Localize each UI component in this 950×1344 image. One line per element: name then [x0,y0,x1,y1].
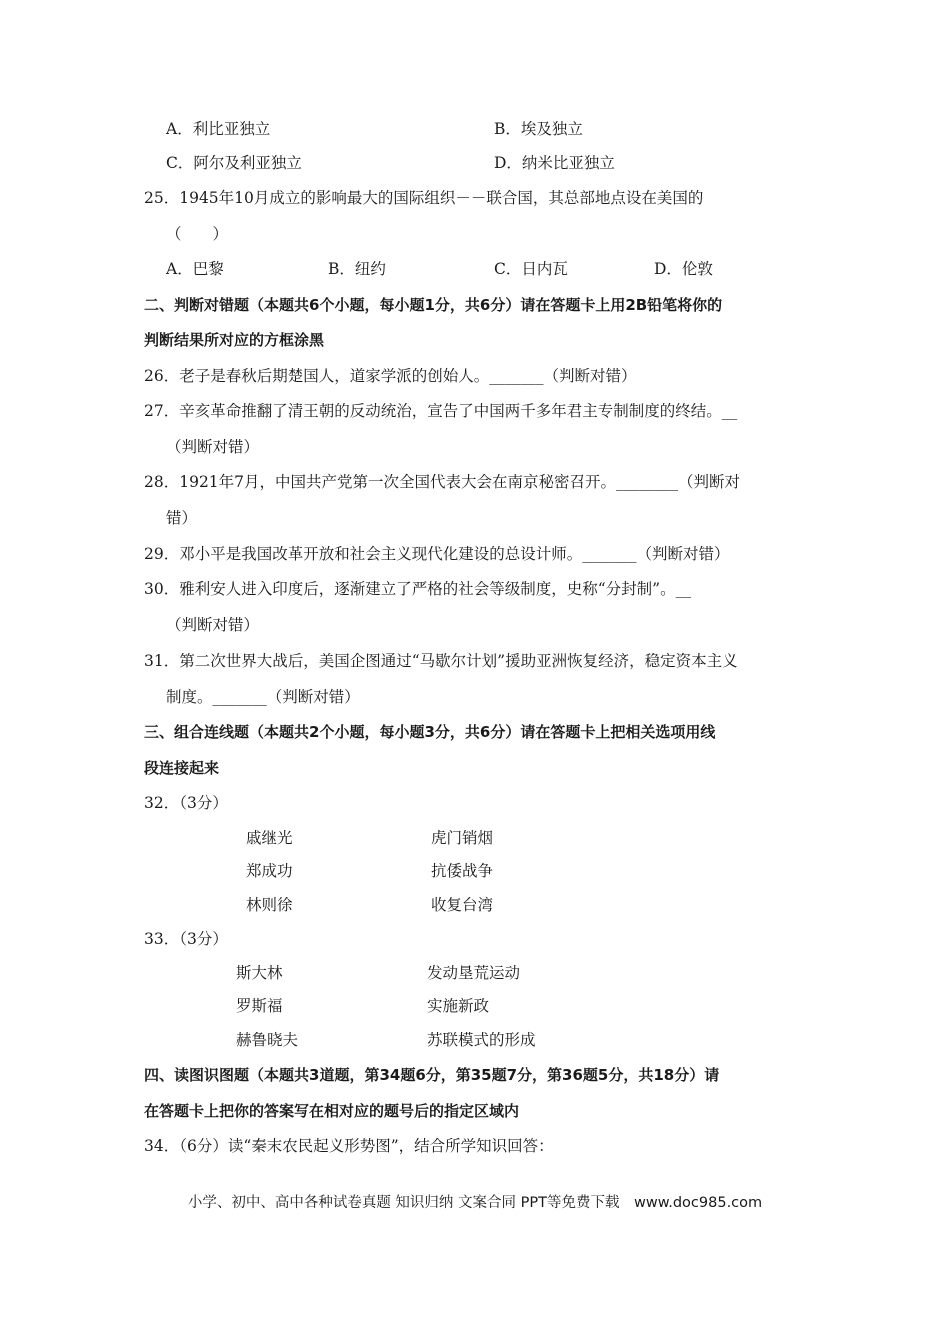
q27-cont: （判断对错） [166,438,260,456]
q24-option-c: C．阿尔及利亚独立 [166,154,302,172]
section3-heading: 三、组合连线题（本题共2个小题，每小题3分，共6分）请在答题卡上把相关选项用线 [144,723,716,741]
q32-left-item: 戚继光 [246,829,293,847]
q25-stem: 25．1945年10月成立的影响最大的国际组织－－联合国，其总部地点设在美国的 [144,189,704,207]
q27: 27．辛亥革命推翻了清王朝的反动统治，宣告了中国两千多年君主专制制度的终结。__ [144,402,738,420]
q24-option-a: A．利比亚独立 [166,120,271,138]
q25-option-d: D．伦敦 [654,260,713,278]
q33-right-item: 苏联模式的形成 [427,1031,536,1049]
q30: 30．雅利安人进入印度后，逐渐建立了严格的社会等级制度，史称“分封制”。__ [144,580,692,598]
q33-left-item: 斯大林 [236,964,283,982]
q32-label: 32．（3分） [144,794,228,812]
section3-heading-cont: 段连接起来 [144,759,220,777]
section2-heading: 二、判断对错题（本题共6个小题，每小题1分，共6分）请在答题卡上用2B铅笔将你的 [144,296,723,314]
q26: 26．老子是春秋后期楚国人，道家学派的创始人。_______（判断对错） [144,367,637,385]
q25-option-c: C．日内瓦 [494,260,568,278]
q29: 29．邓小平是我国改革开放和社会主义现代化建设的总设计师。_______（判断对错） [144,545,730,563]
q33-left-item: 罗斯福 [236,997,283,1015]
section2-heading-cont: 判断结果所对应的方框涂黑 [144,331,325,349]
q33-label: 33．（3分） [144,930,228,948]
q25-paren: （ ） [166,225,229,243]
page-footer: 小学、初中、高中各种试卷真题 知识归纳 文案合同 PPT等免费下载 www.doc985.com [187,1195,763,1211]
q25-option-a: A．巴黎 [166,260,224,278]
q31-cont: 制度。_______（判断对错） [166,688,360,706]
q24-option-b: B．埃及独立 [494,120,583,138]
q24-option-d: D．纳米比亚独立 [494,154,615,172]
q28-cont: 错） [166,509,198,527]
q34: 34．（6分）读“秦末农民起义形势图”，结合所学知识回答： [144,1137,554,1155]
section4-heading: 四、读图识图题（本题共3道题，第34题6分，第35题7分，第36题5分，共18分）请 [144,1066,720,1084]
q32-right-item: 抗倭战争 [431,862,494,880]
q28: 28．1921年7月，中国共产党第一次全国代表大会在南京秘密召开。________（判断对 [144,473,741,491]
q32-left-item: 郑成功 [246,862,293,880]
q25-option-b: B．纽约 [328,260,386,278]
q33-left-item: 赫鲁晓夫 [236,1031,299,1049]
q33-right-item: 发动垦荒运动 [427,964,521,982]
q33-right-item: 实施新政 [427,997,490,1015]
q32-left-item: 林则徐 [246,896,293,914]
q31: 31．第二次世界大战后，美国企图通过“马歇尔计划”援助亚洲恢复经济，稳定资本主义 [144,652,738,670]
q32-right-item: 虎门销烟 [431,829,494,847]
q30-cont: （判断对错） [166,616,260,634]
section4-heading-cont: 在答题卡上把你的答案写在相对应的题号后的指定区域内 [144,1102,520,1120]
q32-right-item: 收复台湾 [431,896,494,914]
